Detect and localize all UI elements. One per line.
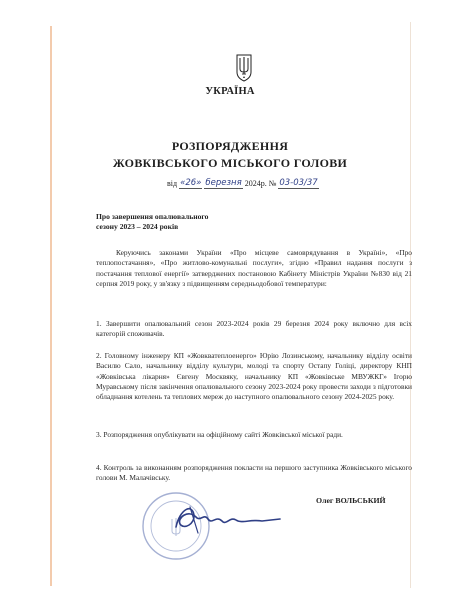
document-type: РОЗПОРЯДЖЕННЯ	[171, 139, 289, 153]
date-year: 2024р.	[244, 179, 267, 188]
subject-line-1: Про завершення опалювального	[96, 212, 209, 221]
country-name: УКРАЇНА	[205, 86, 255, 97]
order-item-3: 3. Розпорядження опублікувати на офіційному сайті Жовківської міської ради.	[96, 430, 343, 439]
order-item-4: 4. Контроль за виконанням розпорядження покласти на першого заступника Жовківського міського голови М. Малачівську.	[96, 463, 412, 483]
date-number-line	[167, 179, 319, 189]
handwritten-number: 03-03/37	[279, 178, 318, 188]
handwritten-day: «26»	[180, 178, 202, 188]
subject-line-2: сезону 2023 – 2024 років	[96, 222, 179, 231]
handwritten-month: березня	[205, 178, 242, 188]
document-subject	[96, 212, 208, 232]
order-item-1: 1. Завершити опалювальний сезон 2023-2024 років 29 березня 2024 року включно для всіх категорій споживачів.	[96, 319, 412, 339]
preamble-paragraph: Керуючись законами України «Про місцеве самоврядування в Україні», «Про теплопостачання», «Про житлово-комунальні послуги», згідно «Правил надання послуги з постачання теплової енергії» затверджених постановою Кабінету Міністрів України №830 від 21 серпня 2019 року, у зв'язку з підвищенням середньодобової температури:	[96, 248, 412, 288]
scan-edge-right	[410, 22, 411, 588]
handwritten-signature	[170, 497, 300, 537]
trident-emblem-icon	[235, 52, 253, 82]
document-page	[50, 26, 410, 586]
signatory-name: Олег ВОЛЬСЬКИЙ	[316, 496, 386, 505]
date-prefix: від	[167, 179, 178, 188]
order-item-2: 2. Головному інженеру КП «Жовкватеплоенерго» Юрію Лозинському, начальнику відділу освіти Василю Сало, начальнику відділу культури, молоді та спорту Остапу Голіці, директору КНП «Жовківська лікарня» Євгену Москвяку, начальнику КП «Жовківське МВУЖКГ» Ігорю Муравському після закінчення опалювального сезону 2023-2024 року провести заходи з підготовки обладнання котелень та теплових мереж до наступного опалювального сезону 2024-2025 року.	[96, 351, 412, 402]
issuing-authority: ЖОВКІВСЬКОГО МІСЬКОГО ГОЛОВИ	[112, 156, 348, 170]
number-label: №	[268, 179, 277, 188]
